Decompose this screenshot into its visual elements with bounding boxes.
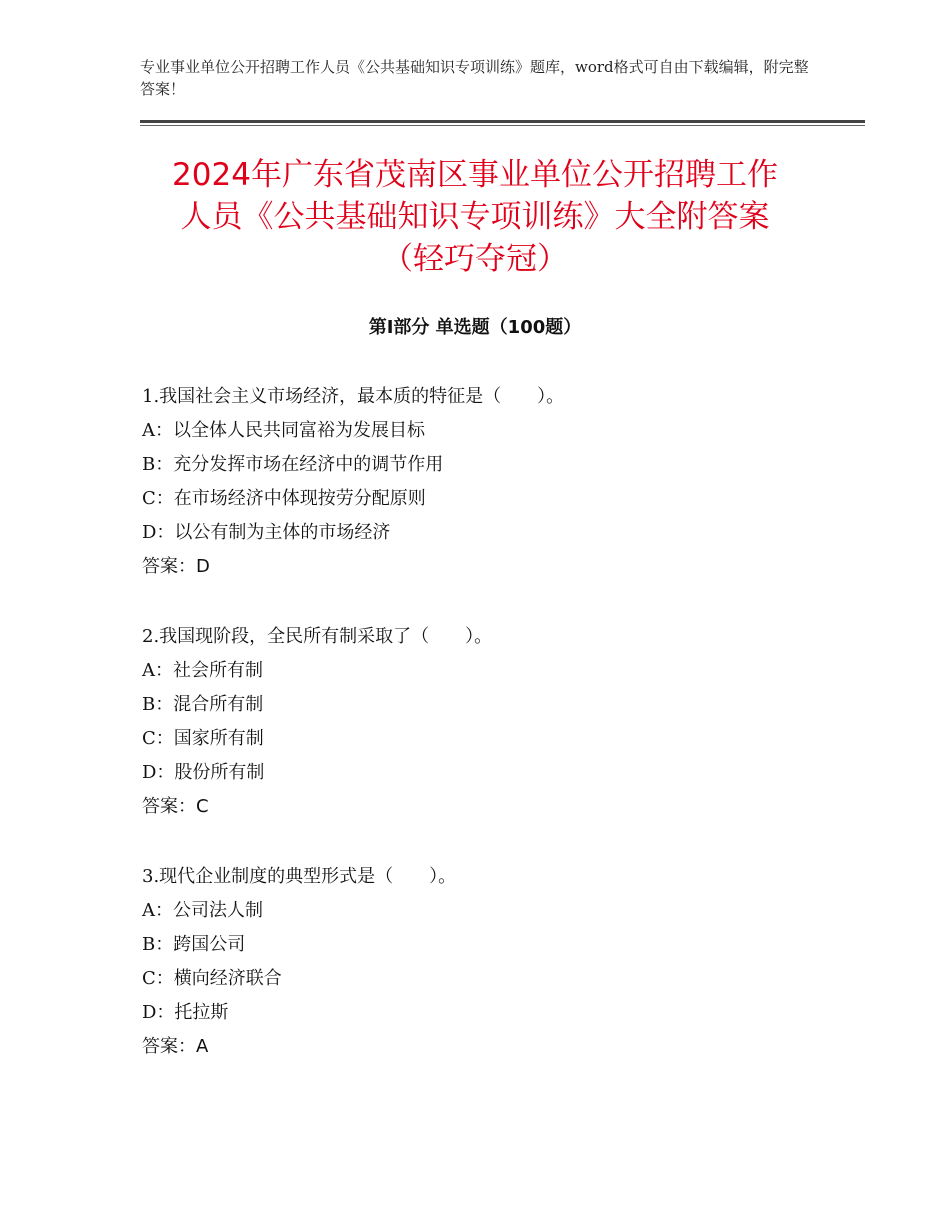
option-c: C：横向经济联合 (142, 968, 282, 989)
section-title: 第Ⅰ部分 单选题（100题） (368, 317, 582, 338)
answer: 答案：D (142, 556, 210, 577)
option-a: A：社会所有制 (142, 660, 263, 681)
option-b: B：混合所有制 (142, 694, 264, 715)
option-a: A：以全体人民共同富裕为发展目标 (142, 420, 425, 441)
header-note: 专业事业单位公开招聘工作人员《公共基础知识专项训练》题库，word格式可自由下载编辑，附完整答案！ (140, 58, 809, 98)
option-d: D：股份所有制 (142, 762, 265, 783)
question-2 (142, 620, 842, 824)
title-line-2: 人员《公共基础知识专项训练》大全附答案 (180, 199, 770, 235)
option-b: B：跨国公司 (142, 934, 246, 955)
question-list (142, 380, 842, 1100)
option-a: A：公司法人制 (142, 900, 263, 921)
option-d: D：托拉斯 (142, 1002, 229, 1023)
document-title (120, 154, 830, 280)
question-stem: 3.现代企业制度的典型形式是（ ）。 (142, 866, 457, 887)
divider-thick-line (140, 120, 865, 123)
title-line-3: （轻巧夺冠） (382, 241, 568, 277)
option-c: C：国家所有制 (142, 728, 264, 749)
question-1 (142, 380, 842, 584)
question-3 (142, 860, 842, 1064)
divider-thin-line (140, 125, 865, 126)
option-b: B：充分发挥市场在经济中的调节作用 (142, 454, 444, 475)
answer: 答案：A (142, 1036, 209, 1057)
answer: 答案：C (142, 796, 209, 817)
option-d: D：以公有制为主体的市场经济 (142, 522, 391, 543)
title-line-1: 2024年广东省茂南区事业单位公开招聘工作 (172, 157, 778, 193)
header-divider (140, 120, 865, 126)
question-stem: 1.我国社会主义市场经济，最本质的特征是（ ）。 (142, 386, 565, 407)
option-c: C：在市场经济中体现按劳分配原则 (142, 488, 426, 509)
question-stem: 2.我国现阶段，全民所有制采取了（ ）。 (142, 626, 493, 647)
